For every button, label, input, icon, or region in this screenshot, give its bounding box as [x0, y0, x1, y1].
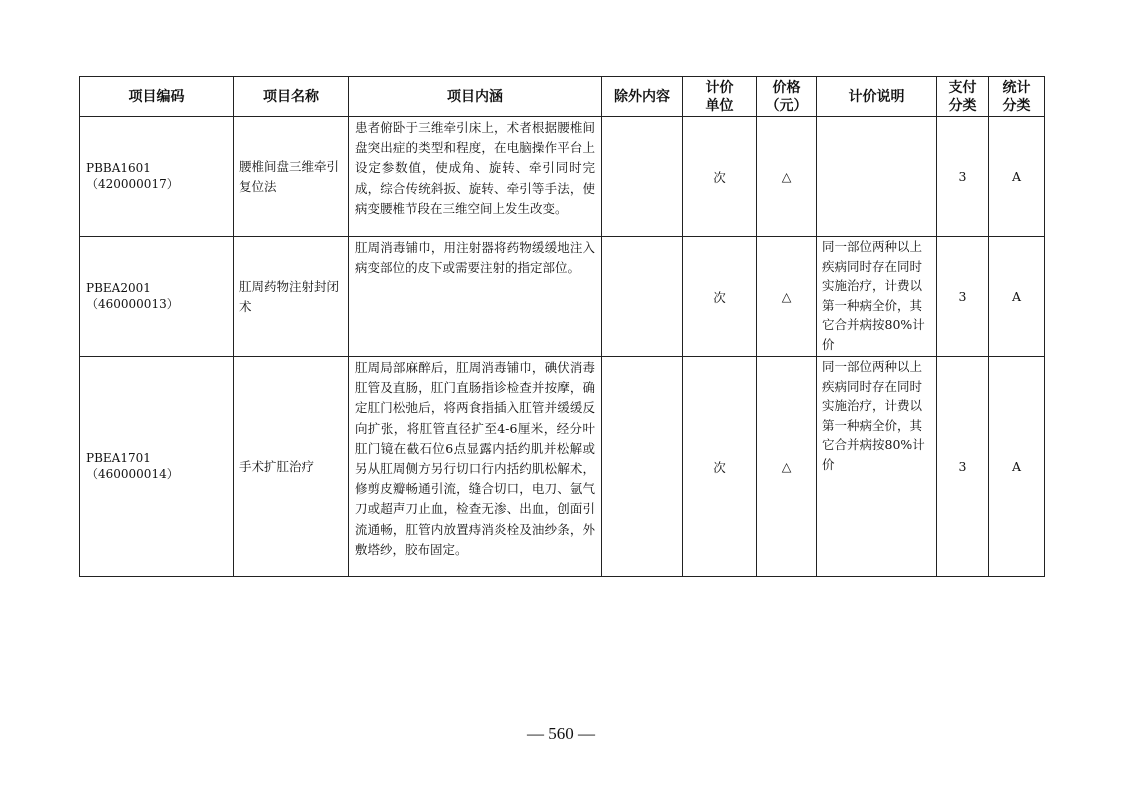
item-name: 手术扩肛治疗	[234, 357, 349, 577]
item-content: 患者俯卧于三维牵引床上，术者根据腰椎间盘突出症的类型和程度，在电脑操作平台上设定参数值，使成角、旋转、牵引同时完成，综合传统斜扳、旋转、牵引等手法，使病变腰椎节段在三维空间上发生改变。	[349, 117, 602, 237]
item-pricing-note	[817, 117, 937, 237]
header-unit: 计价 单位	[683, 77, 757, 117]
item-code: PBBA1601（420000017）	[80, 117, 234, 237]
item-payment-class: 3	[937, 117, 989, 237]
item-price: △	[757, 117, 817, 237]
header-name: 项目名称	[234, 77, 349, 117]
item-unit: 次	[683, 357, 757, 577]
item-name: 肛周药物注射封闭术	[234, 237, 349, 357]
table-row	[80, 357, 1045, 577]
item-price: △	[757, 357, 817, 577]
item-stat-class: A	[989, 237, 1045, 357]
item-content: 肛周局部麻醉后，肛周消毒铺巾，碘伏消毒肛管及直肠，肛门直肠指诊检查并按摩，确定肛门松弛后，将两食指插入肛管并缓缓反向扩张，将肛管直径扩至4-6厘米，经分叶肛门镜在截石位6点显露内括约肌并松解或另从肛周侧方另行切口行内括约肌松解术，修剪皮瓣畅通引流，缝合切口，电刀、氩气刀或超声刀止血，检查无渗、出血，创面引流通畅，肛管内放置痔消炎栓及油纱条，外敷塔纱，胶布固定。	[349, 357, 602, 577]
item-code: PBEA1701（460000014）	[80, 357, 234, 577]
item-payment-class: 3	[937, 237, 989, 357]
item-price: △	[757, 237, 817, 357]
header-payment-class: 支付 分类	[937, 77, 989, 117]
item-code: PBEA2001（460000013）	[80, 237, 234, 357]
header-exclusions: 除外内容	[602, 77, 683, 117]
page-number: — 560 —	[527, 724, 595, 743]
item-unit: 次	[683, 117, 757, 237]
item-exclusions	[602, 357, 683, 577]
item-content: 肛周消毒铺巾，用注射器将药物缓缓地注入病变部位的皮下或需要注射的指定部位。	[349, 237, 602, 357]
item-name: 腰椎间盘三维牵引复位法	[234, 117, 349, 237]
table-row	[80, 237, 1045, 357]
item-stat-class: A	[989, 357, 1045, 577]
item-stat-class: A	[989, 117, 1045, 237]
header-content: 项目内涵	[349, 77, 602, 117]
header-row	[80, 77, 1045, 117]
item-pricing-note: 同一部位两种以上疾病同时存在同时实施治疗，计费以第一种病全价，其它合并病按80%计价	[817, 357, 937, 577]
fee-schedule-table	[79, 76, 1045, 577]
item-pricing-note: 同一部位两种以上疾病同时存在同时实施治疗，计费以第一种病全价，其它合并病按80%计价	[817, 237, 937, 357]
header-code: 项目编码	[80, 77, 234, 117]
item-exclusions	[602, 117, 683, 237]
item-exclusions	[602, 237, 683, 357]
item-payment-class: 3	[937, 357, 989, 577]
table-row	[80, 117, 1045, 237]
header-price: 价格 （元）	[757, 77, 817, 117]
item-unit: 次	[683, 237, 757, 357]
header-pricing-note: 计价说明	[817, 77, 937, 117]
header-stat-class: 统计 分类	[989, 77, 1045, 117]
